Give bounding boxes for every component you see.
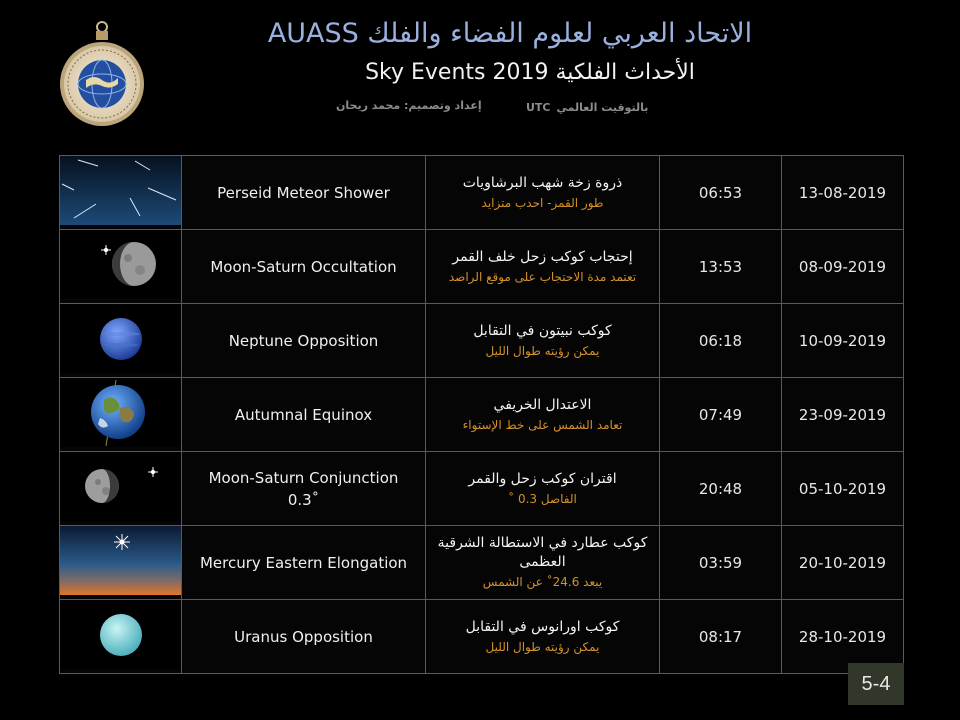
- uranus-icon: [60, 600, 181, 669]
- event-image-cell: [60, 378, 182, 452]
- event-name-detail: 0.3˚: [287, 490, 320, 509]
- table-row: [60, 156, 904, 230]
- event-time: 13:53: [660, 230, 782, 304]
- event-arabic-title: اقتران كوكب زحل والقمر: [468, 470, 617, 487]
- event-date: 20-10-2019: [782, 526, 904, 600]
- event-time: 08:17: [660, 600, 782, 674]
- event-arabic-title: الاعتدال الخريفي: [493, 396, 592, 413]
- event-name: Perseid Meteor Shower: [217, 183, 390, 202]
- event-arabic-note: يمكن رؤيته طوال الليل: [485, 639, 600, 654]
- event-image-cell: [60, 600, 182, 674]
- event-arabic-title: كوكب اورانوس في التقابل: [465, 618, 620, 635]
- table-row: [60, 526, 904, 600]
- event-time: 03:59: [660, 526, 782, 600]
- table-row: [60, 452, 904, 526]
- event-time: 06:53: [660, 156, 782, 230]
- event-date: 28-10-2019: [782, 600, 904, 674]
- event-date: 10-09-2019: [782, 304, 904, 378]
- event-name: Autumnal Equinox: [234, 405, 373, 424]
- event-name: Uranus Opposition: [234, 627, 373, 646]
- event-image-cell: [60, 304, 182, 378]
- event-arabic-title: كوكب نبيتون في التقابل: [473, 322, 612, 339]
- mercury-elongation-icon: [60, 526, 181, 595]
- event-arabic-title: إحتجاب كوكب زحل خلف القمر: [452, 248, 633, 265]
- event-arabic-title: ذروة زخة شهب البرشاويات: [462, 174, 623, 191]
- event-name: Moon-Saturn Occultation: [210, 257, 397, 276]
- event-name: Neptune Opposition: [228, 331, 379, 350]
- event-image-cell: [60, 230, 182, 304]
- event-time: 20:48: [660, 452, 782, 526]
- neptune-icon: [60, 304, 181, 373]
- auass-logo-icon: [56, 20, 148, 130]
- event-image-cell: [60, 156, 182, 230]
- earth-icon: [60, 378, 181, 447]
- event-date: 08-09-2019: [782, 230, 904, 304]
- event-image-cell: [60, 526, 182, 600]
- event-arabic-note: يبعد 24.6˚ عن الشمس: [482, 575, 603, 589]
- event-name: Mercury Eastern Elongation: [199, 553, 408, 572]
- event-arabic-note: تعامد الشمس على خط الإستواء: [462, 417, 623, 432]
- table-row: [60, 378, 904, 452]
- page-title: AUASS الاتحاد العربي لعلوم الفضاء والفلك: [267, 18, 753, 49]
- event-image-cell: [60, 452, 182, 526]
- table-row: [60, 600, 904, 674]
- event-arabic-note: يمكن رؤيته طوال الليل: [485, 343, 600, 358]
- event-arabic-note: تعتمد مدة الاحتجاب على موقع الراصد: [448, 269, 637, 284]
- page-subtitle: Sky Events 2019 الأحداث الفلكية: [365, 60, 695, 85]
- utc-label: UTC: [526, 101, 551, 114]
- event-arabic-title: كوكب عطارد في الاستطالة الشرقية العظمى: [437, 535, 648, 570]
- event-date: 23-09-2019: [782, 378, 904, 452]
- page-number-badge: 5-4: [848, 663, 904, 705]
- utc-note: [526, 101, 648, 114]
- moon-saturn-conjunction-icon: [60, 452, 181, 521]
- event-date: 05-10-2019: [782, 452, 904, 526]
- credit-text: إعداد وتصميم: محمد ريحان: [336, 99, 482, 112]
- table-row: [60, 304, 904, 378]
- table-row: [60, 230, 904, 304]
- event-time: 06:18: [660, 304, 782, 378]
- events-table: [59, 155, 904, 674]
- event-name: Moon-Saturn Conjunction: [208, 468, 399, 487]
- utc-label-arabic: بالتوقيت العالمي: [556, 101, 649, 114]
- event-date: 13-08-2019: [782, 156, 904, 230]
- event-arabic-note: طور القمر- احدب متزايد: [481, 195, 604, 210]
- moon-saturn-icon: [60, 230, 181, 299]
- event-arabic-note: الفاصل 0.3 ˚: [508, 491, 577, 506]
- event-time: 07:49: [660, 378, 782, 452]
- meteor-shower-icon: [60, 156, 181, 225]
